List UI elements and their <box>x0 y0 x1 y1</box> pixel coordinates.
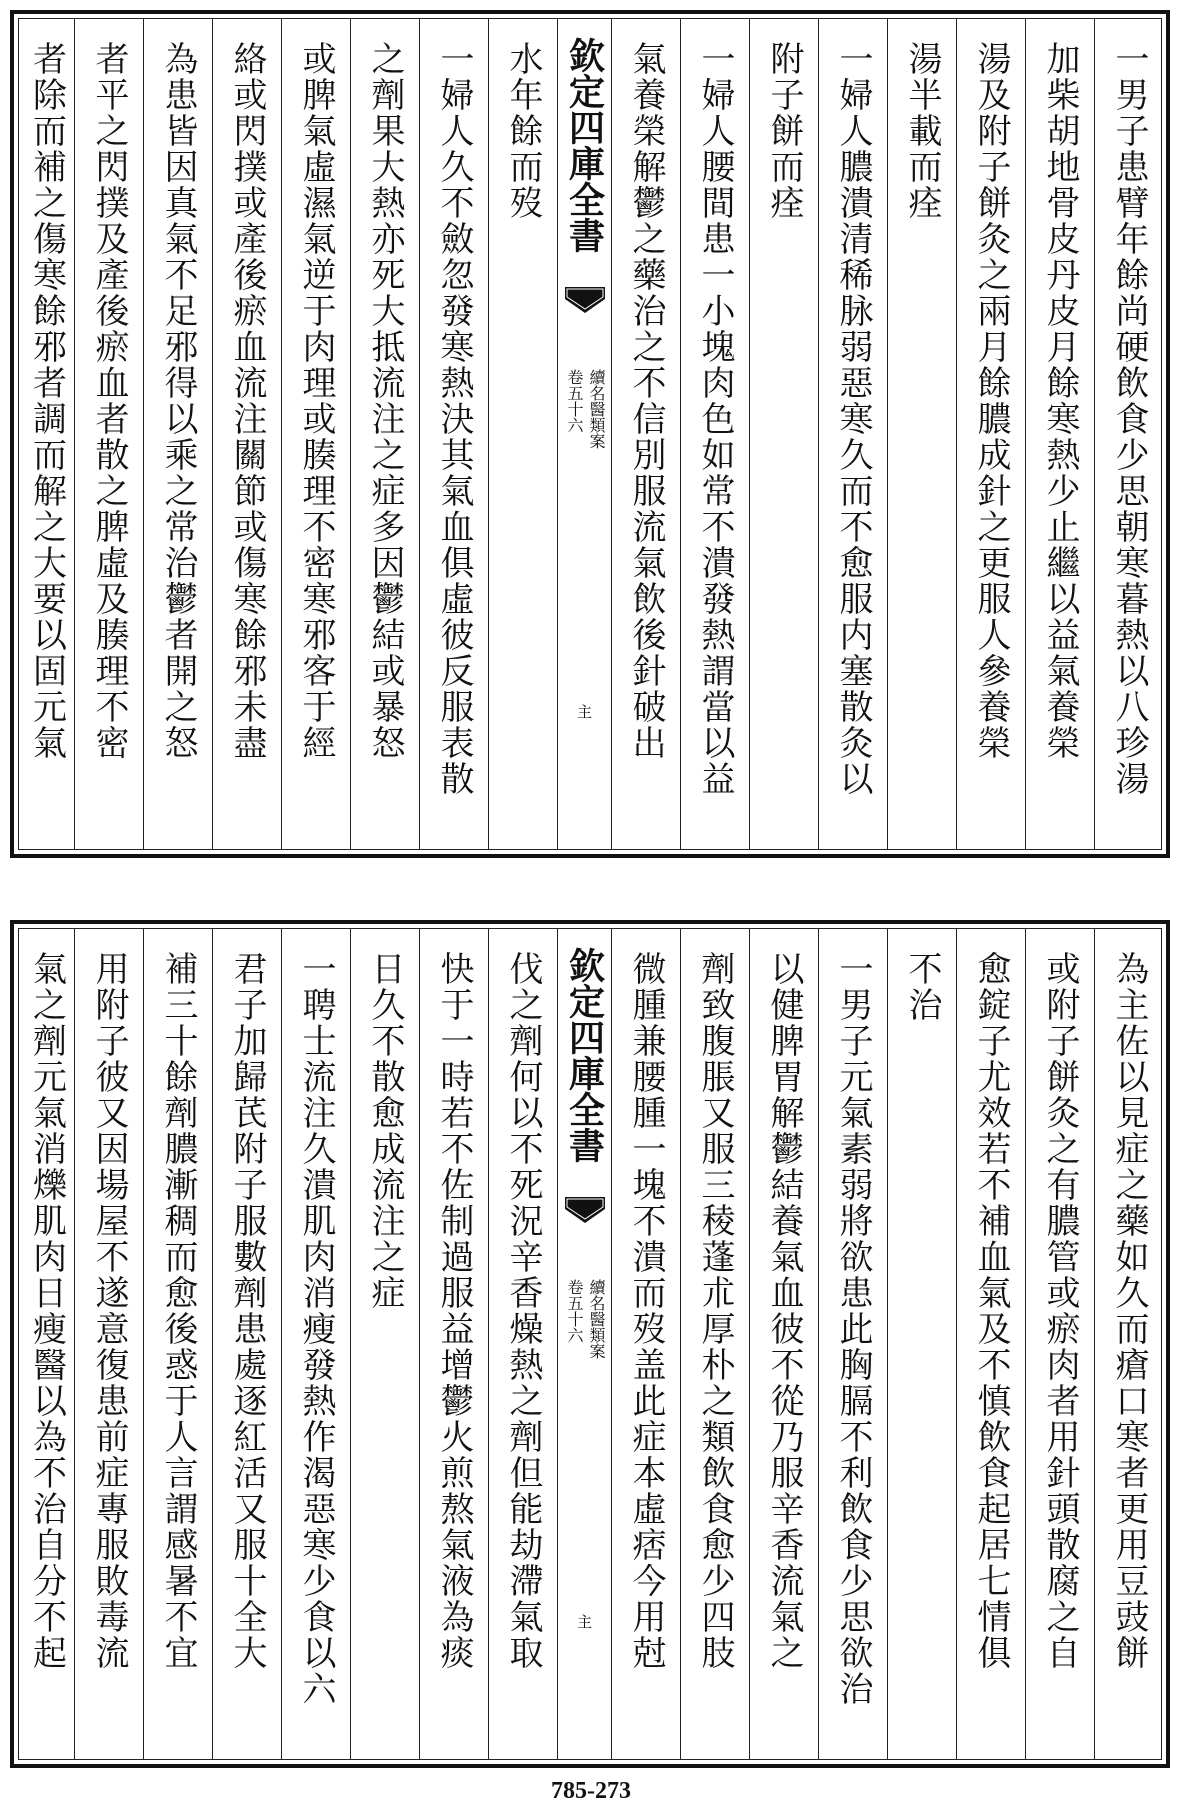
column-text: 一男子患臂年餘尚硬飲食少思朝寒暮熱以八珍湯 <box>1109 41 1149 797</box>
column-text: 氣養榮解鬱之藥治之不信別服流氣飲後針破出 <box>626 41 666 761</box>
column-text: 快于一時若不佐制過服益增鬱火煎熬氣液為痰 <box>434 951 474 1671</box>
column-text: 湯半載而痊 <box>902 41 942 221</box>
column-text: 愈錠子尤效若不補血氣及不慎飲食起居七情俱 <box>971 951 1011 1671</box>
column-text: 一聘士流注久潰肌肉消瘦發熱作渴惡寒少食以六 <box>296 951 336 1707</box>
column-text: 加柴胡地骨皮丹皮月餘寒熱少止繼以益氣養榮 <box>1040 41 1080 761</box>
column-text: 絡或閃撲或產後瘀血流注關節或傷寒餘邪未盡 <box>227 41 267 761</box>
text-column <box>611 929 680 1759</box>
column-text: 以健脾胃解鬱結養氣血彼不從乃服辛香流氣之 <box>764 951 804 1671</box>
book-subtitle: 續名醫類案 <box>587 369 606 449</box>
text-column <box>488 19 557 849</box>
text-column <box>818 929 887 1759</box>
text-column <box>419 929 488 1759</box>
page-number: 785-273 <box>551 1778 631 1804</box>
text-column <box>1025 19 1094 849</box>
column-text: 氣之劑元氣消爍肌肉日瘦醫以為不治自分不起 <box>26 951 67 1671</box>
text-column <box>212 929 281 1759</box>
text-column <box>212 19 281 849</box>
text-column <box>143 929 212 1759</box>
page-bottom <box>10 920 1170 1768</box>
volume-label: 卷五十六 <box>565 369 584 433</box>
column-text: 劑致腹脹又服三稜蓬朮厚朴之類飲食愈少四肢 <box>695 951 735 1671</box>
column-text: 附子餅而痊 <box>764 41 804 221</box>
column-text: 補三十餘劑膿漸稠而愈後惑于人言謂感暑不宜 <box>158 951 198 1671</box>
text-column <box>74 19 143 849</box>
text-column <box>1025 929 1094 1759</box>
folio-number: 主 <box>575 1614 593 1629</box>
text-column <box>749 19 818 849</box>
column-text: 湯及附子餅灸之兩月餘膿成針之更服人參養榮 <box>971 41 1011 761</box>
text-column <box>680 19 749 849</box>
column-text: 為主佐以見症之藥如久而瘡口寒者更用豆豉餅 <box>1109 951 1149 1671</box>
text-column <box>143 19 212 849</box>
fish-tail-mark-icon <box>565 287 605 321</box>
volume-label: 卷五十六 <box>565 1279 584 1343</box>
column-text: 微腫兼腰腫一塊不潰而歿盖此症本虛痞今用尅 <box>626 951 666 1671</box>
header-column <box>557 19 611 849</box>
column-text: 用附子彼又因場屋不遂意復患前症專服敗毒流 <box>89 951 129 1671</box>
column-text: 為患皆因真氣不足邪得以乘之常治鬱者開之怒 <box>158 41 198 761</box>
column-text: 水年餘而歿 <box>503 41 543 221</box>
book-title: 欽定四庫全書 <box>563 37 606 253</box>
text-column <box>956 929 1025 1759</box>
text-column <box>887 929 956 1759</box>
page-top <box>10 10 1170 858</box>
text-column <box>19 19 74 849</box>
book-title: 欽定四庫全書 <box>563 947 606 1163</box>
text-column <box>887 19 956 849</box>
column-text: 之劑果大熱亦死大抵流注之症多因鬱結或暴怒 <box>365 41 405 761</box>
text-column <box>818 19 887 849</box>
fish-tail-mark-icon <box>565 1197 605 1231</box>
column-text: 一婦人久不斂忽發寒熱決其氣血俱虛彼反服表散 <box>434 41 474 797</box>
text-column <box>611 19 680 849</box>
page-frame <box>18 18 1162 850</box>
text-column <box>19 929 74 1759</box>
column-text: 或附子餅灸之有膿管或瘀肉者用針頭散腐之自 <box>1040 951 1080 1671</box>
column-text: 不治 <box>902 951 942 1023</box>
page-frame <box>18 928 1162 1760</box>
column-text: 日久不散愈成流注之症 <box>365 951 405 1311</box>
column-text: 一婦人膿潰清稀脉弱惡寒久而不愈服内塞散灸以 <box>833 41 873 797</box>
header-column <box>557 929 611 1759</box>
column-text: 君子加歸芪附子服數劑患處逐紅活又服十全大 <box>227 951 267 1671</box>
book-subtitle: 續名醫類案 <box>587 1279 606 1359</box>
text-column <box>281 929 350 1759</box>
column-text: 一男子元氣素弱將欲患此胸膈不利飲食少思欲治 <box>833 951 873 1707</box>
text-column <box>1094 929 1163 1759</box>
column-text: 伐之劑何以不死況辛香燥熱之劑但能劫滯氣取 <box>503 951 543 1671</box>
column-text: 一婦人腰間患一小塊肉色如常不潰發熱謂當以益 <box>695 41 735 797</box>
text-column <box>350 19 419 849</box>
text-column <box>680 929 749 1759</box>
text-column <box>956 19 1025 849</box>
text-column <box>350 929 419 1759</box>
text-column <box>74 929 143 1759</box>
text-column <box>488 929 557 1759</box>
column-text: 者平之閃撲及產後瘀血者散之脾虛及腠理不密 <box>89 41 129 761</box>
column-text: 者除而補之傷寒餘邪者調而解之大要以固元氣 <box>26 41 67 761</box>
text-column <box>1094 19 1163 849</box>
text-column <box>281 19 350 849</box>
text-column <box>419 19 488 849</box>
column-text: 或脾氣虛濕氣逆于肉理或腠理不密寒邪客于經 <box>296 41 336 761</box>
text-column <box>749 929 818 1759</box>
folio-number: 主 <box>575 704 593 719</box>
